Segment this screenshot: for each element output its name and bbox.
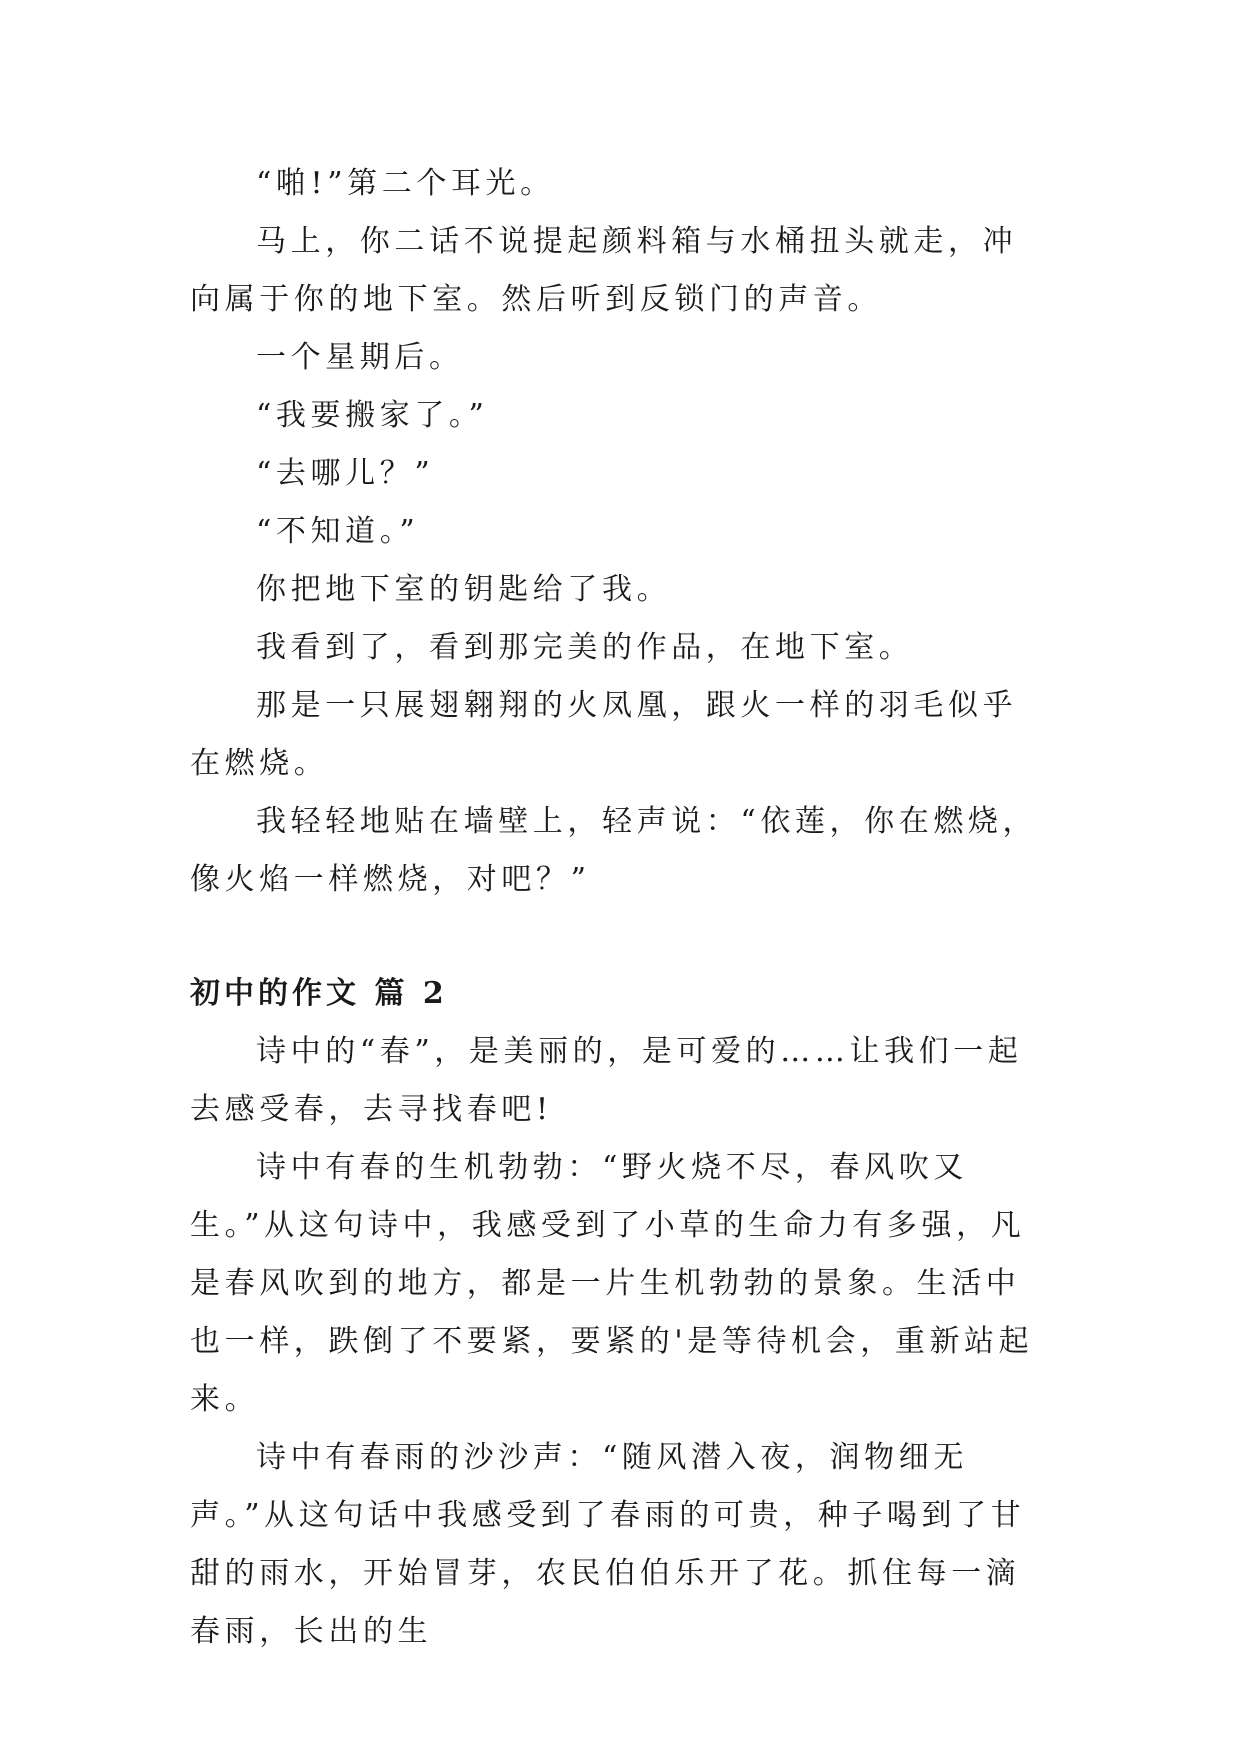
paragraph: 你把地下室的钥匙给了我。 xyxy=(256,572,672,607)
paragraph: “去哪儿？” xyxy=(256,456,435,491)
paragraph: 马上，你二话不说提起颜料箱与水桶扭头就走，冲向属于你的地下室。然后听到反锁门的声音。 xyxy=(190,224,1018,317)
paragraph: 我看到了，看到那完美的作品，在地下室。 xyxy=(256,630,914,665)
paragraph: 我轻轻地贴在墙壁上，轻声说：“依莲，你在燃烧，像火焰一样燃烧，对吧？” xyxy=(190,804,1038,897)
paragraph: 诗中有春雨的沙沙声：“随风潜入夜，润物细无声。”从这句话中我感受到了春雨的可贵，种子喝到了甘甜的雨水，开始冒芽，农民伯伯乐开了花。抓住每一滴春雨，长出的生 xyxy=(190,1440,1026,1649)
paragraph: “啪!”第二个耳光。 xyxy=(256,166,555,201)
paragraph: 一个星期后。 xyxy=(256,340,464,375)
paragraph: 诗中有春的生机勃勃：“野火烧不尽，春风吹又生。”从这句诗中，我感受到了小草的生命力有多强，凡是春风吹到的地方，都是一片生机勃勃的景象。生活中也一样，跌倒了不要紧，要紧的'是等待机会，重新站起来。 xyxy=(190,1150,1034,1417)
paragraph: 诗中的“春”，是美丽的，是可爱的……让我们一起去感受春，去寻找春吧! xyxy=(190,1034,1023,1127)
paragraph: 那是一只展翅翱翔的火凤凰，跟火一样的羽毛似乎在燃烧。 xyxy=(190,688,1018,781)
document-page xyxy=(190,155,1050,1661)
section-heading: 初中的作文 篇 2 xyxy=(190,976,448,1011)
paragraph: “不知道。” xyxy=(256,514,420,549)
section-gap xyxy=(190,909,1050,965)
paragraph: “我要搬家了。” xyxy=(256,398,489,433)
